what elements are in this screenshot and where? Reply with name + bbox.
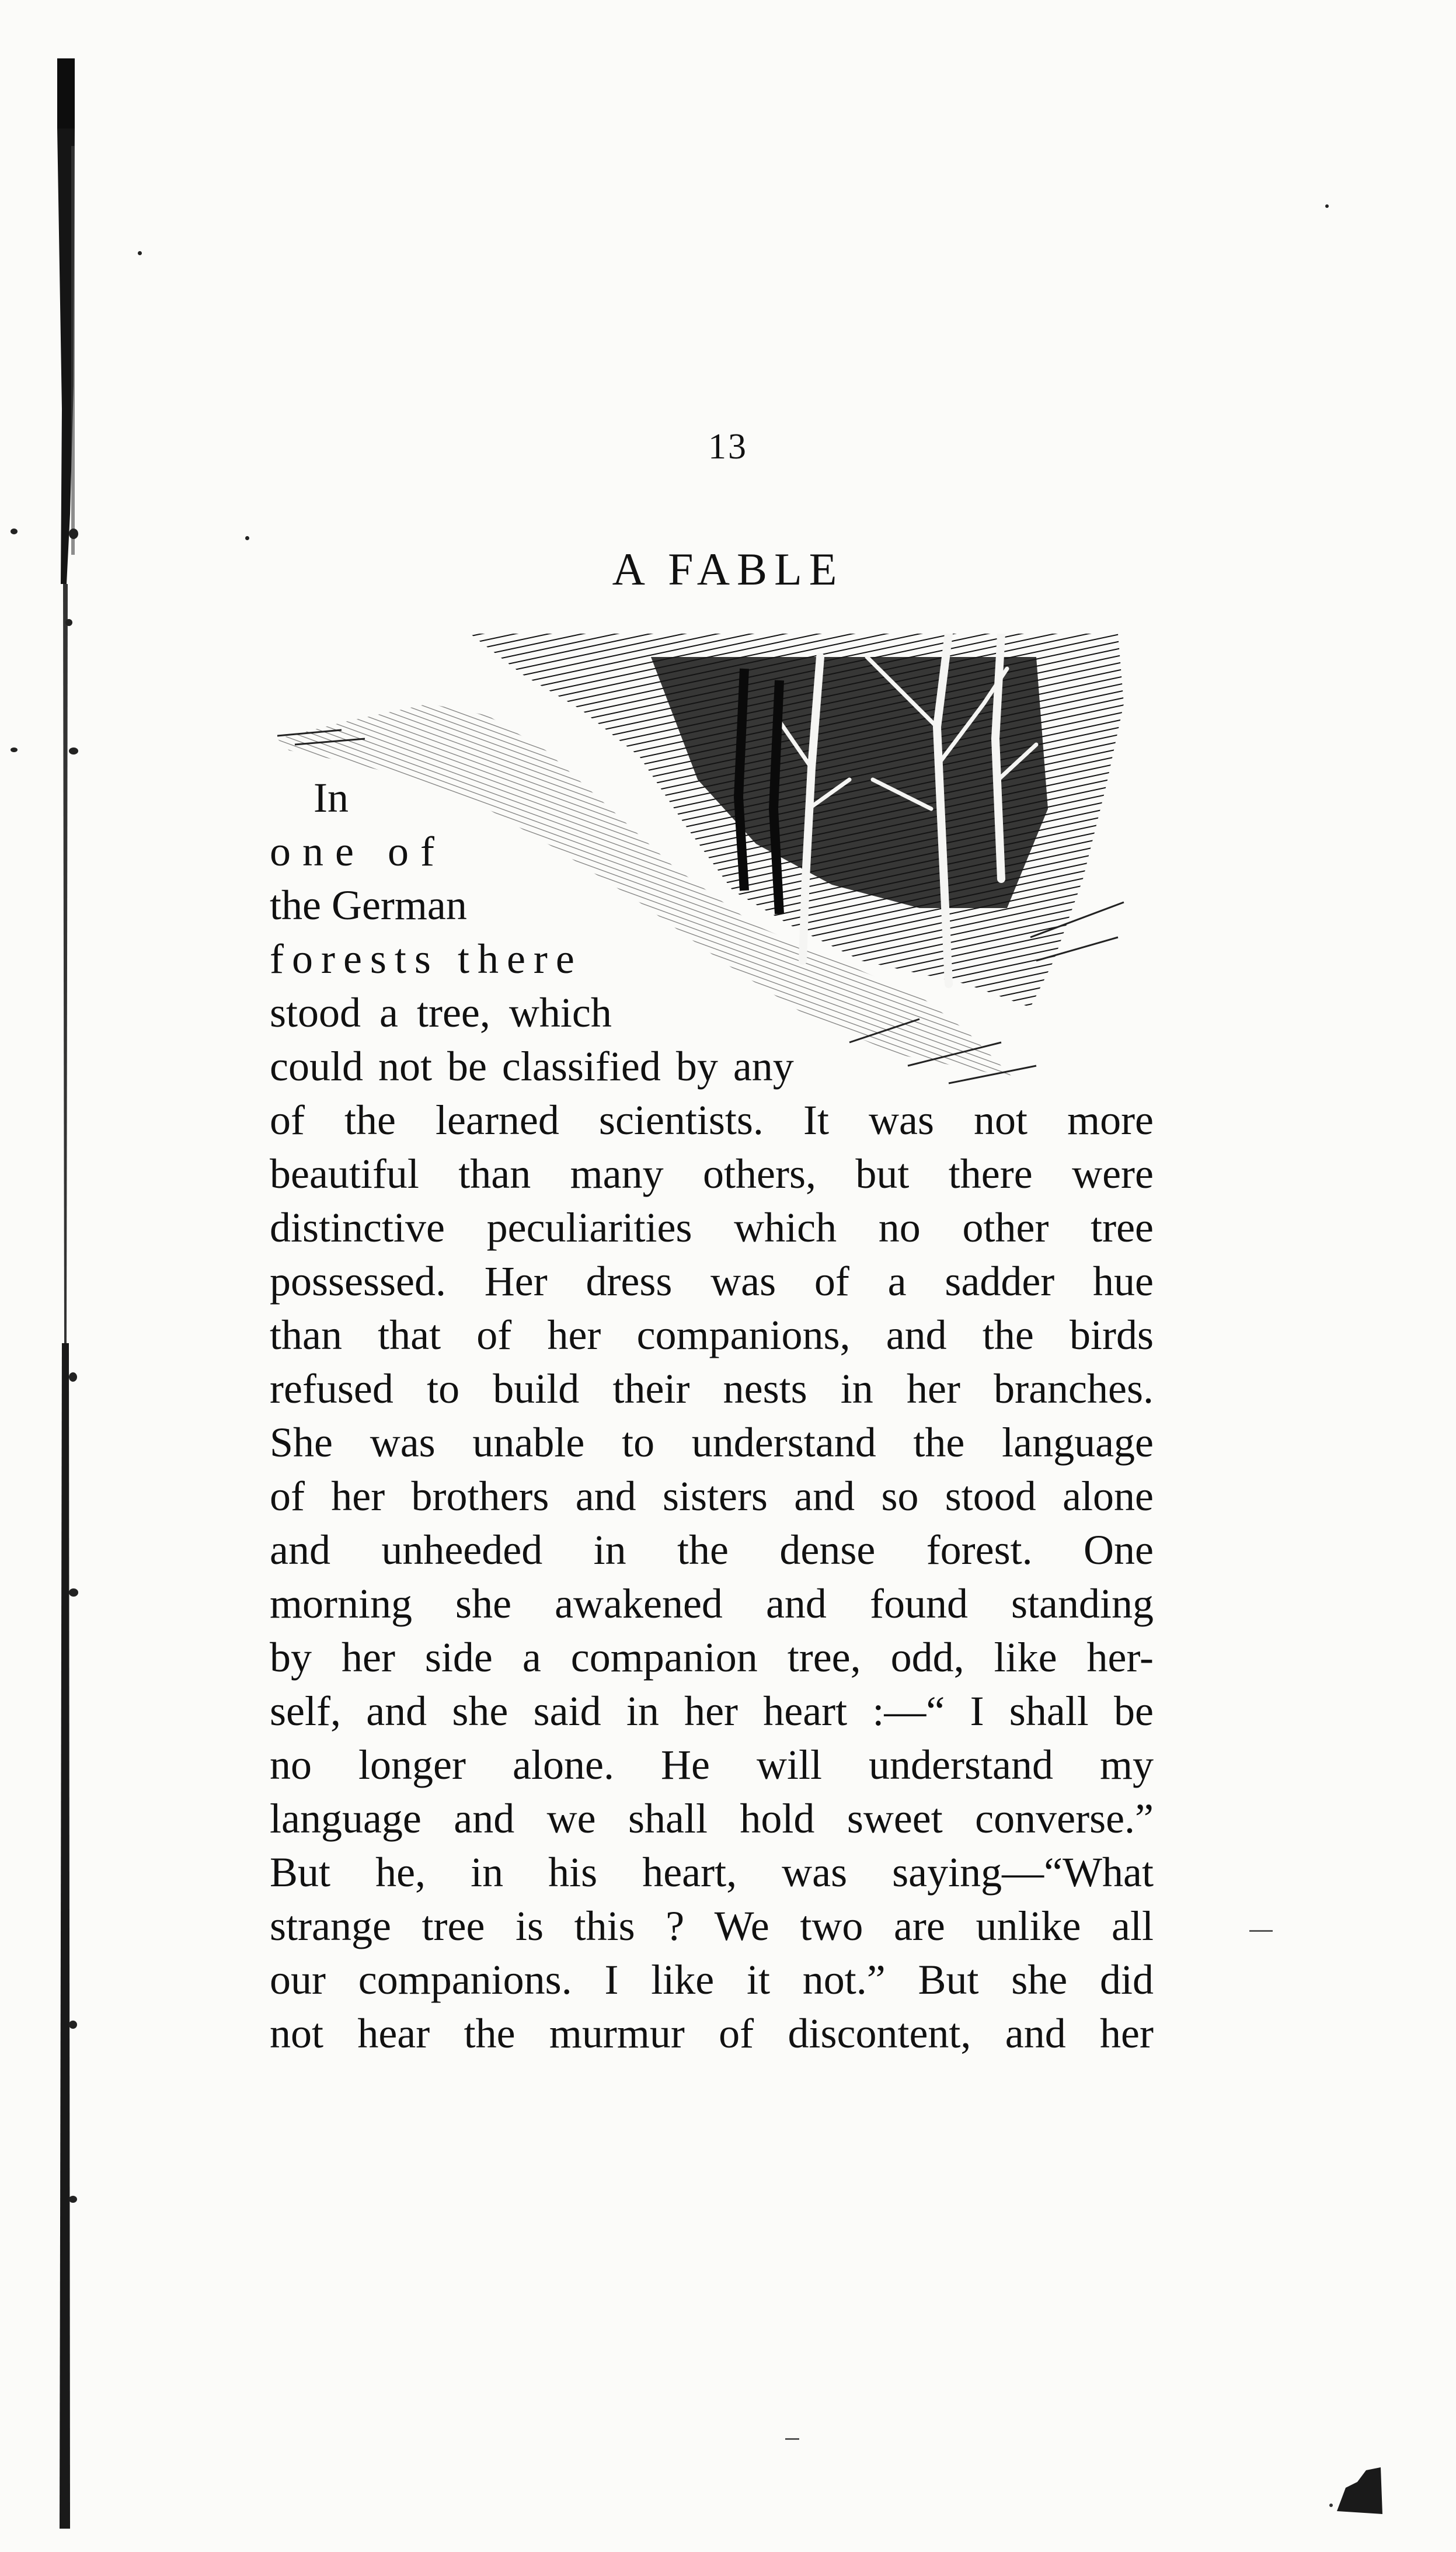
text-line: possessed. Her dress was of a sadder hue [270, 1258, 1154, 1305]
text-line: self, and she said in her heart :—“ I shall be [270, 1688, 1154, 1734]
text-line: the German [270, 882, 467, 929]
text-line: and unheeded in the dense forest. One [270, 1527, 1154, 1573]
scan-speck [11, 529, 18, 534]
scan-speck [1325, 204, 1329, 208]
text-line: distinctive peculiarities which no other tree [270, 1204, 1154, 1251]
text-line: forests there [270, 936, 583, 982]
text-line: of the learned scientists. It was not more [270, 1097, 1154, 1143]
scan-speck [69, 2196, 77, 2203]
text-line: But he, in his heart, was saying—“What [270, 1849, 1154, 1896]
scan-speck [69, 2021, 77, 2029]
text-line: beautiful than many others, but there were [270, 1150, 1154, 1197]
page-number: 13 [708, 427, 748, 467]
text-line: refused to build their nests in her branches. [270, 1365, 1154, 1412]
scan-speck [69, 747, 78, 755]
scan-speck [65, 619, 72, 626]
text-line: In [314, 774, 349, 821]
scan-speck [69, 1372, 77, 1382]
scan-mark [785, 2438, 799, 2440]
text-line: morning she awakened and found standing [270, 1580, 1154, 1627]
scan-speck [11, 747, 18, 752]
text-line: one of [270, 828, 446, 875]
text-line: not hear the murmur of discontent, and her [270, 2010, 1154, 2057]
scan-speck [69, 1588, 78, 1597]
text-line: than that of her companions, and the birds [270, 1312, 1154, 1358]
text-line: no longer alone. He will understand my [270, 1741, 1154, 1788]
text-line: of her brothers and sisters and so stood alone [270, 1473, 1154, 1520]
scan-speck [138, 251, 142, 255]
text-line: our companions. I like it not.” But she did [270, 1956, 1154, 2003]
page-title: A FABLE [612, 544, 844, 594]
corner-smudge [1325, 2464, 1384, 2517]
scan-speck [69, 529, 78, 539]
text-line: by her side a companion tree, odd, like her- [270, 1634, 1154, 1681]
text-line: language and we shall hold sweet converse.” [270, 1795, 1154, 1842]
text-line: stood a tree, which [270, 989, 612, 1036]
text-line: She was unable to understand the language [270, 1419, 1154, 1466]
scan-speck [245, 536, 249, 540]
scan-mark [1249, 1930, 1273, 1932]
text-line: strange tree is this ? We two are unlike all [270, 1903, 1154, 1949]
text-line: could not be classified by any [270, 1043, 794, 1090]
